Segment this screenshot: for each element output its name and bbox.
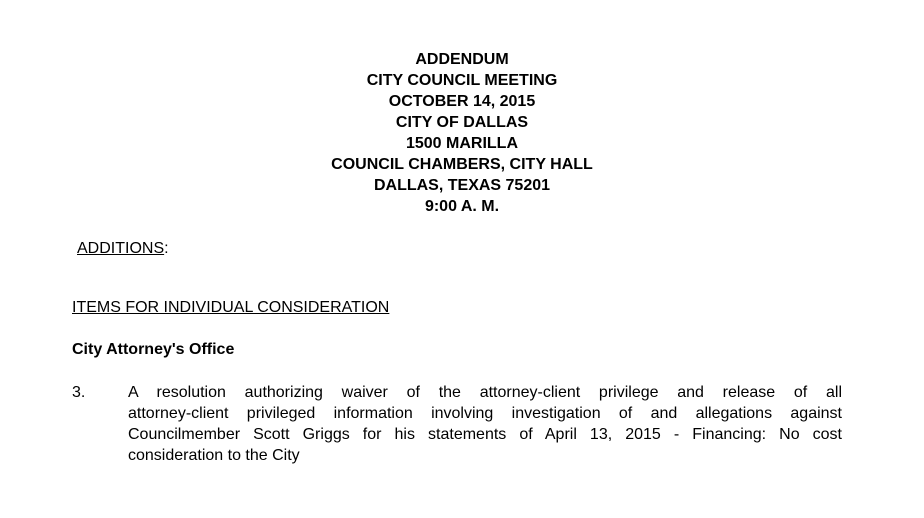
- item-number: 3.: [72, 384, 86, 401]
- additions-heading: [77, 239, 169, 259]
- section-heading: ITEMS FOR INDIVIDUAL CONSIDERATION: [72, 299, 390, 316]
- item-line: Councilmember Scott Griggs for his statements of April 13, 2015 - Financing: No cost: [128, 426, 842, 443]
- header-title: ADDENDUM: [415, 51, 509, 68]
- item-description: [128, 382, 842, 466]
- item-line: consideration to the City: [128, 447, 300, 464]
- additions-colon: :: [164, 240, 169, 257]
- additions-label: ADDITIONS: [77, 240, 165, 257]
- header-city-state-zip: DALLAS, TEXAS 75201: [373, 177, 551, 194]
- department-heading: City Attorney's Office: [72, 341, 235, 358]
- document-header: [0, 49, 924, 217]
- item-line: attorney-client privileged information involving investigation of and allegations against: [128, 405, 842, 422]
- header-street: 1500 MARILLA: [405, 135, 519, 152]
- item-line: A resolution authorizing waiver of the attorney-client privilege and release of all: [128, 384, 842, 401]
- header-meeting: CITY COUNCIL MEETING: [366, 72, 558, 89]
- header-time: 9:00 A. M.: [424, 198, 500, 215]
- header-date: OCTOBER 14, 2015: [388, 93, 536, 110]
- header-location: COUNCIL CHAMBERS, CITY HALL: [331, 156, 593, 173]
- header-city: CITY OF DALLAS: [395, 114, 529, 131]
